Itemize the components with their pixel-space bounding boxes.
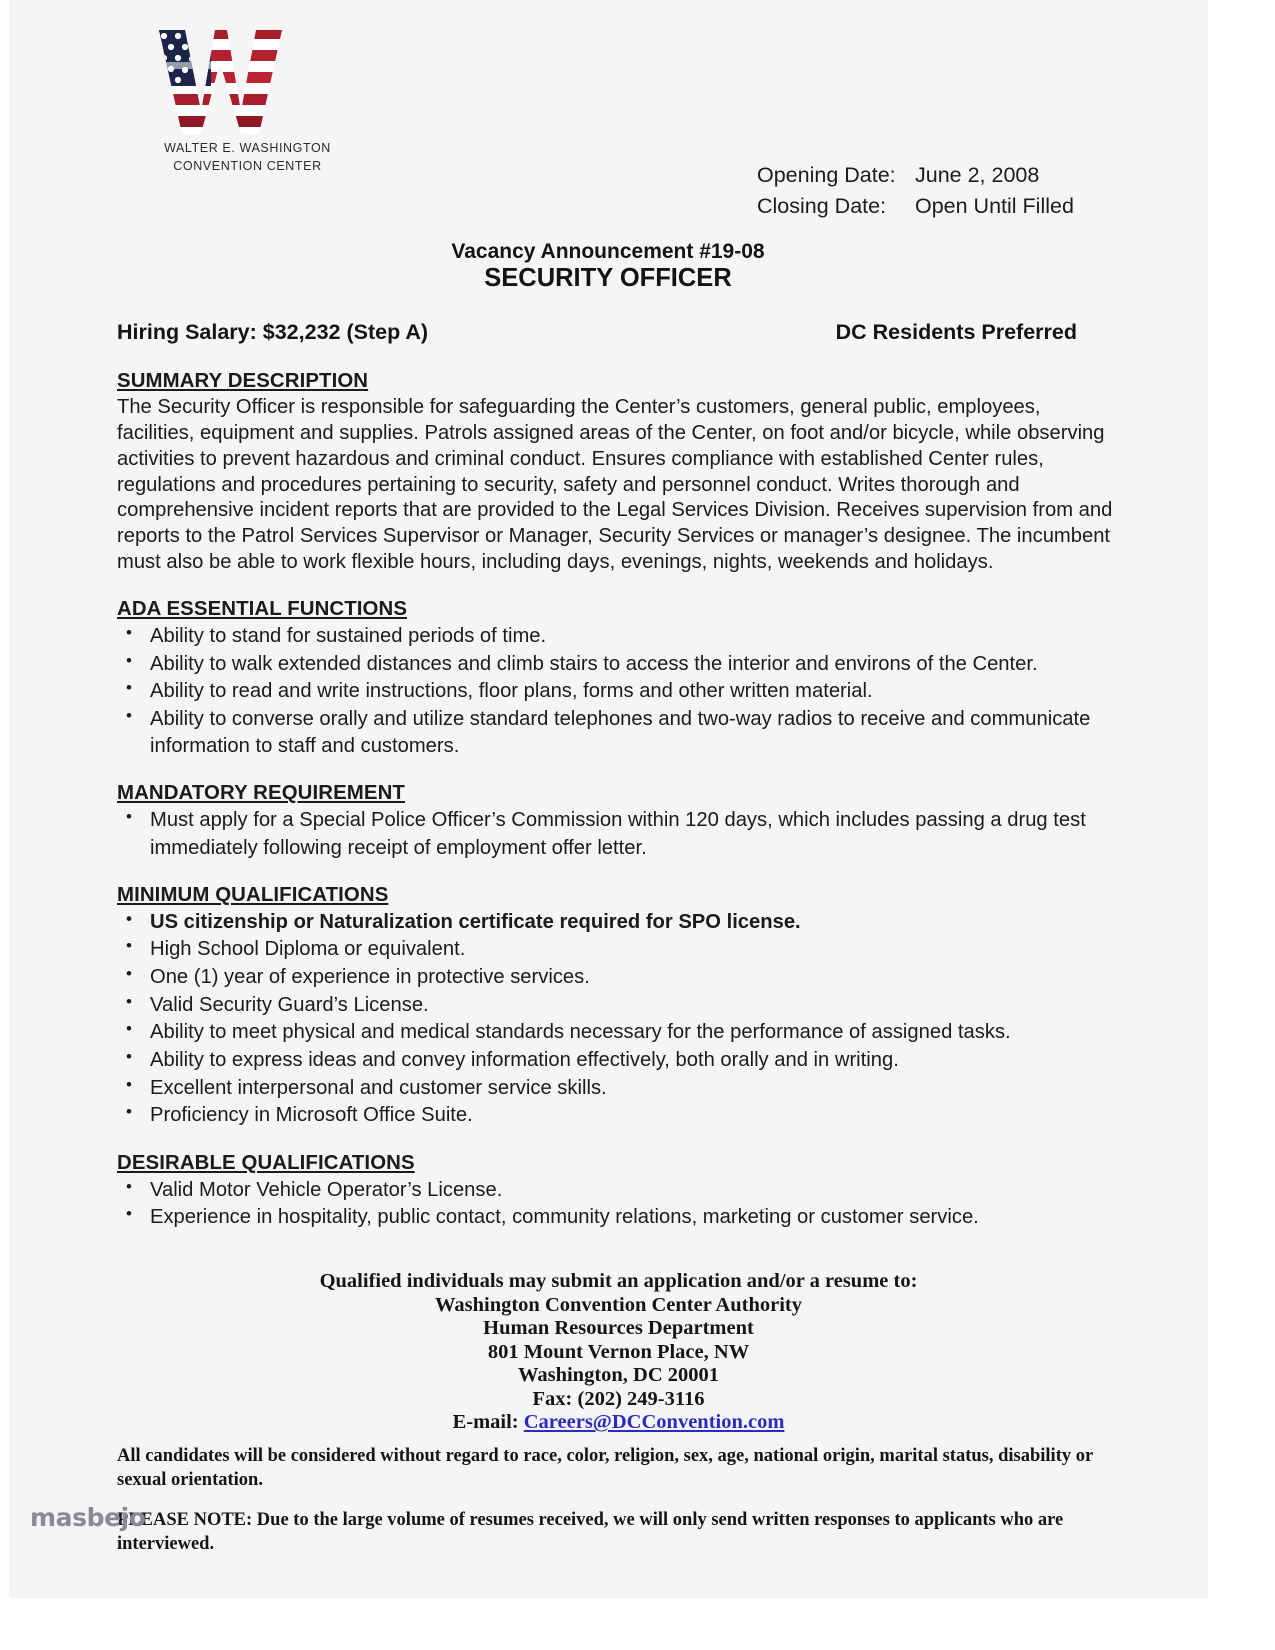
contact-intro: Qualified individuals may submit an application and/or a resume to: [319,1270,918,1292]
section-heading-summary: SUMMARY DESCRIPTION [117,370,369,392]
minimum-qualifications-list [117,909,1120,1130]
closing-date-row [757,191,1074,222]
section-heading-desirable: DESIRABLE QUALIFICATIONS [117,1151,415,1174]
contact-organization: Washington Convention Center Authority [435,1293,802,1316]
section-heading-ada: ADA ESSENTIAL FUNCTIONS [117,598,408,621]
opening-date-label: Opening Date: [757,163,896,187]
document-body [117,370,1120,1253]
contact-city-state-zip: Washington, DC 20001 [517,1364,720,1387]
please-note-statement: PLEASE NOTE: Due to the large volume of resumes received, we will only send written responses to applicants who are interviewed. [117,1510,1064,1555]
opening-date-value: June 2, 2008 [914,163,1040,187]
list-item: • High School Diploma or equivalent. [117,936,1120,963]
watermark-text: masbejo [30,1503,146,1532]
email-label: E-mail: [452,1411,519,1434]
section-heading-minimum: MINIMUM QUALIFICATIONS [117,883,389,906]
page-right-edge [1208,0,1275,1650]
salary-row [117,320,1077,345]
eeo-statement: All candidates will be considered without regard to race, color, religion, sex, age, national origin, marital status, disability or sexual orientation. [117,1446,1093,1491]
list-item: • Ability to converse orally and utilize standard telephones and two-way radios to receive and communicate information to staff and customers. [117,706,1120,760]
application-contact-block [117,1270,1120,1435]
vacancy-announcement-number: Vacancy Announcement #19-08 [451,240,765,263]
logo-line-2: CONVENTION CENTER [173,158,322,173]
contact-department: Human Resources Department [483,1317,754,1340]
list-item: • Proficiency in Microsoft Office Suite. [117,1102,1120,1129]
mandatory-list [117,807,1120,861]
list-item: • Ability to walk extended distances and climb stairs to access the interior and environs of the Center. [117,651,1120,678]
logo-line-1: WALTER E. WASHINGTON [164,141,331,155]
section-summary-description [117,370,1120,576]
ada-list [117,623,1120,760]
page-title: SECURITY OFFICER [484,264,732,292]
opening-date-row [757,160,1074,191]
organization-logo [140,28,355,173]
list-item: • Valid Security Guard’s License. [117,992,1120,1019]
email-link[interactable]: Careers@DCConvention.com [523,1411,785,1434]
list-item: • Must apply for a Special Police Officer’s Commission within 120 days, which includes passing a drug test immediately following receipt of employment offer letter. [117,807,1120,861]
section-ada-essential-functions [117,598,1120,760]
list-item: • Ability to read and write instructions, floor plans, forms and other written material. [117,678,1120,705]
contact-street: 801 Mount Vernon Place, NW [487,1340,750,1363]
closing-date-label: Closing Date: [757,193,887,218]
summary-text: The Security Officer is responsible for safeguarding the Center’s customers, general public, employees, facilities, equipment and supplies. Patrols assigned areas of the Center, on foot and/or bicycle, while observing activities to prevent hazardous and criminal conduct. Ensures compliance with established Center rules, regulations and procedures pertaining to security, safety and personnel conduct. Writes thorough and comprehensive incident reports that are provided to the Legal Services Division. Receives supervision from and reports to the Patrol Services Supervisor or Manager, Security Services or manager’s designee. The incumbent must also be able to work flexible hours, including days, evenings, nights, weekends and holidays. [117,396,1113,574]
list-item: • Valid Motor Vehicle Operator’s License. [117,1177,1120,1204]
contact-fax: Fax: (202) 249-3116 [532,1387,705,1410]
list-item: • Ability to stand for sustained periods of time. [117,623,1120,650]
watermark [30,1503,146,1532]
logo-wordmark [140,140,355,176]
closing-date-value: Open Until Filled [914,193,1074,218]
announcement-dates [757,160,1074,222]
section-heading-mandatory: MANDATORY REQUIREMENT [117,782,405,805]
us-flag-w-logo-icon [155,28,285,136]
list-item: • One (1) year of experience in protective services. [117,964,1120,991]
hiring-salary: Hiring Salary: $32,232 (Step A) [117,320,429,344]
list-item: • Excellent interpersonal and customer service skills. [117,1075,1120,1102]
contact-email-line [117,1411,1120,1435]
page-bottom-edge [0,1598,1275,1650]
section-minimum-qualifications [117,884,1120,1130]
section-mandatory-requirement [117,782,1120,861]
residency-preference: DC Residents Preferred [835,320,1077,344]
list-item: • Ability to express ideas and convey information effectively, both orally and in writing. [117,1047,1120,1074]
section-desirable-qualifications [117,1152,1120,1232]
list-item: • Experience in hospitality, public contact, community relations, marketing or customer service. [117,1204,1120,1231]
list-item: • Ability to meet physical and medical standards necessary for the performance of assigned tasks. [117,1019,1120,1046]
desirable-qualifications-list [117,1177,1120,1232]
list-item: • US citizenship or Naturalization certificate required for SPO license. [117,909,1120,936]
